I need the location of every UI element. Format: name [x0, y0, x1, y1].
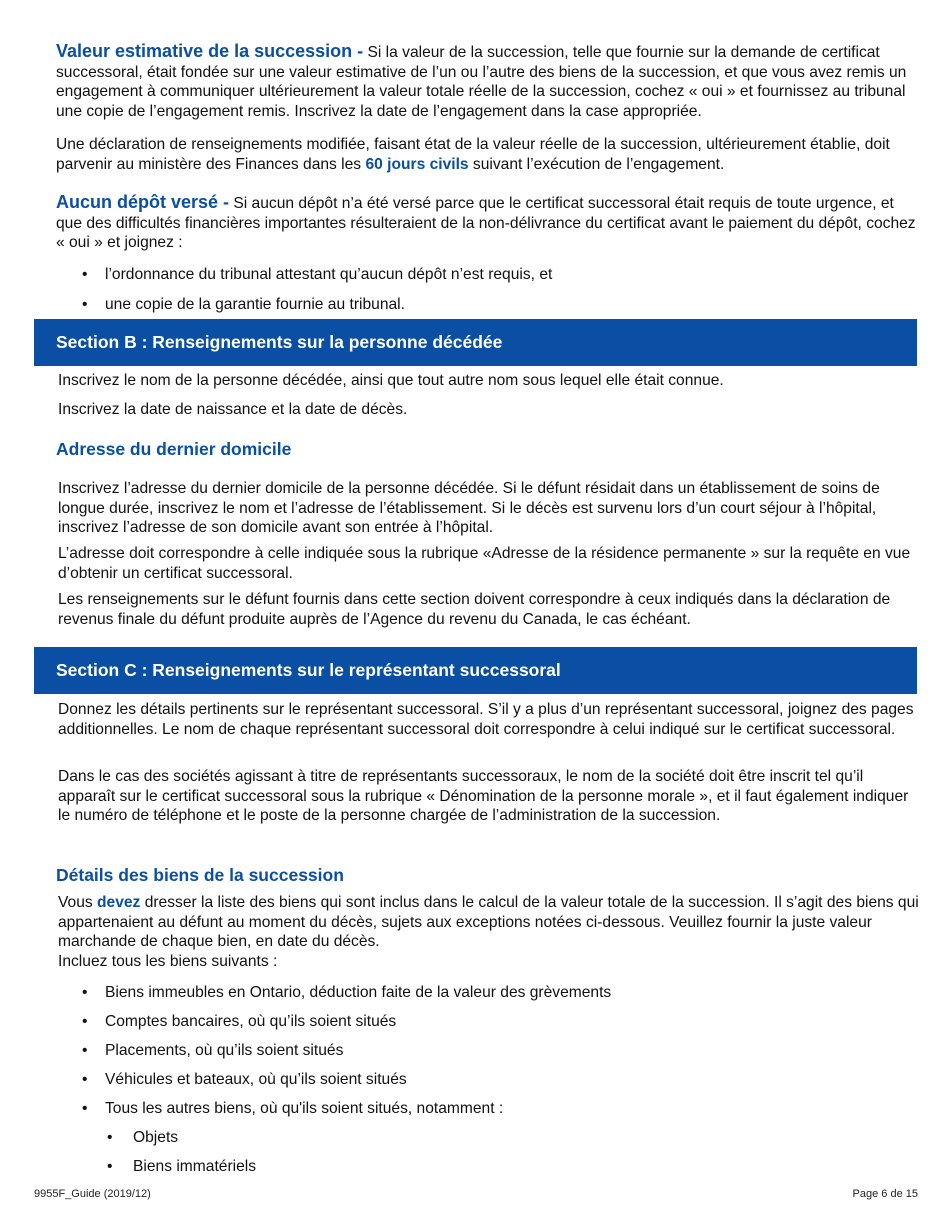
bullet-icon: • [82, 296, 88, 313]
bullet-icon: • [82, 1042, 88, 1059]
estate-assets-subheading: Détails des biens de la succession [56, 865, 344, 885]
list-item-text: Tous les autres biens, où qu'ils soient situés, notamment : [105, 1100, 504, 1117]
form-code-footer: 9955F_Guide (2019/12) [34, 1188, 151, 1200]
amended-return-text-end: suivant l’exécution de l’engagement. [468, 155, 725, 173]
estimated-value-heading: Valeur estimative de la succession - [56, 41, 364, 61]
no-deposit-heading: Aucun dépôt versé - [56, 192, 230, 212]
bullet-icon: • [107, 1129, 113, 1146]
estimated-value-text: Si la valeur de la succession, telle que fournie sur la demande de certificat successoral, était fondée sur une valeur estimative de l’un ou l’autre des biens de la succession, et que vous avez remis un engagement à communiquer ultérieurement la valeur totale réelle de la succession, cochez « oui » et fournissez au tribunal une copie de l’engagement remis. Inscrivez la date de l’engagement dans la case appropriée. [56, 44, 907, 120]
assets-instruction-start: Vous [58, 894, 98, 911]
include-assets-lead: Incluez tous les biens suivants : [58, 953, 278, 970]
cra-match-note: Les renseignements sur le défunt fournis dans cette section doivent correspondre à ceux indiqués dans la déclaration de revenus finale du défunt produite auprès de l’Agence du revenu du Canada, le cas échéant. [58, 591, 891, 628]
no-deposit-paragraph [56, 193, 918, 253]
sixty-days-emphasis: 60 jours civils [365, 155, 469, 173]
assets-instruction-rest: dresser la liste des biens qui sont inclus dans le calcul de la valeur totale de la succession. Il s’agit des biens qui appartenaient au défunt au moment du décès, sujets aux exceptions notées ci-dessous. Veuillez fournir la juste valeur marchande de chaque bien, en date du décès. [58, 894, 919, 951]
list-item-text: une copie de la garantie fournie au tribunal. [105, 296, 405, 313]
list-item-text: Comptes bancaires, où qu’ils soient situés [105, 1013, 397, 1030]
bullet-icon: • [82, 1013, 88, 1030]
bullet-icon: • [82, 1100, 88, 1117]
estimated-value-paragraph [56, 42, 918, 121]
list-item-text: l’ordonnance du tribunal attestant qu’aucun dépôt n’est requis, et [105, 266, 553, 283]
list-item-text: Biens immatériels [133, 1158, 257, 1175]
list-item-text: Véhicules et bateaux, où qu’ils soient situés [105, 1071, 407, 1088]
last-address-subheading: Adresse du dernier domicile [56, 439, 292, 459]
bullet-icon: • [82, 266, 88, 283]
no-deposit-text: Si aucun dépôt n’a été versé parce que le certificat successoral était requis de toute urgence, et que des difficultés financières importantes résulteraient de la non-délivrance du certificat avant le paiement du dépôt, cochez « oui » et joignez : [56, 195, 916, 252]
section-c-header: Section C : Renseignements sur le représentant successoral [34, 647, 917, 694]
list-item-text: Objets [133, 1129, 179, 1146]
address-match-note: L’adresse doit correspondre à celle indiquée sous la rubrique «Adresse de la résidence permanente » sur la requête en vue d’obtenir un certificat successoral. [58, 545, 911, 582]
list-item-text: Biens immeubles en Ontario, déduction faite de la valeur des grèvements [105, 984, 612, 1001]
amended-return-text: Une déclaration de renseignements modifiée, faisant état de la valeur réelle de la succession, ultérieurement établie, doit parvenir au ministère des Finances dans les [56, 136, 890, 173]
bullet-icon: • [107, 1158, 113, 1175]
page-number-footer: Page 6 de 15 [852, 1188, 918, 1200]
must-emphasis: devez [97, 894, 141, 911]
bullet-icon: • [82, 1071, 88, 1088]
last-address-instruction: Inscrivez l’adresse du dernier domicile de la personne décédée. Si le défunt résidait dans un établissement de soins de longue durée, inscrivez le nom et l’adresse de l’établissement. Si le décès est survenu lors d’un court séjour à l’hôpital, inscrivez l’adresse de son domicile avant son entrée à l’hôpital. [58, 480, 880, 537]
section-b-dates-instruction: Inscrivez la date de naissance et la date de décès. [58, 401, 408, 418]
section-b-header: Section B : Renseignements sur la personne décédée [34, 319, 917, 366]
representative-instruction: Donnez les détails pertinents sur le représentant successoral. S’il y a plus d’un représentant successoral, joignez des pages additionnelles. Le nom de chaque représentant successoral doit correspondre à celui indiqué sur le certificat successoral. [58, 701, 914, 738]
section-b-name-instruction: Inscrivez le nom de la personne décédée, ainsi que tout autre nom sous lequel elle était connue. [58, 372, 724, 389]
corporation-instruction: Dans le cas des sociétés agissant à titre de représentants successoraux, le nom de la société doit être inscrit tel qu’il apparaît sur le certificat successoral sous la rubrique « Dénomination de la personne morale », et il faut également indiquer le numéro de téléphone et le poste de la personne chargée de l’administration de la succession. [58, 768, 909, 825]
list-item-text: Placements, où qu’ils soient situés [105, 1042, 344, 1059]
assets-instruction [58, 893, 920, 952]
amended-return-paragraph [56, 135, 918, 174]
bullet-icon: • [82, 984, 88, 1001]
